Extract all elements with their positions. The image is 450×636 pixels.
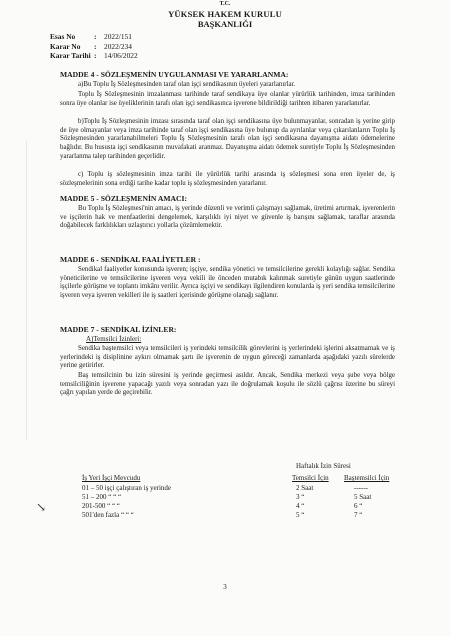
- madde4-para-c: c) Toplu iş sözleşmesinin imza tarihi ile yürürlük tarihi arasında iş sözleşmesi sona eren üyeler de, iş sözleşmelerinin sona erdiği tarihe kadar toplu iş sözleşmesinden yararlanır.: [60, 171, 395, 187]
- table-weekly-header: Haftalık İzin Süresi: [296, 462, 351, 470]
- tarih-colon: :: [94, 51, 97, 61]
- row3-a: 201-500 “ “ “: [82, 502, 120, 510]
- row4-c: 7 “: [354, 511, 363, 519]
- madde6-para: Sendikal faaliyetler konusunda işveren; işçiye, sendika yönetici ve temsilcilerine gerekli kolaylığı sağlar. Sendika yöneticilerine ve temsilcilerine işveren veya vekili ile önceden mutabık kalınmak suretiyle günün uygun saatlerinde işçilerle görüşme ve toplantı imkânı verilir. Ayrıca işçiyi ve sendikayı ilgilendiren konularda iş yeri sendika temsilcilerine işveren veya işveren vekilleri ile iş saatleri içerisinde görüşme olanağı sağlanır.: [60, 266, 396, 300]
- tarih-row: [50, 51, 138, 61]
- karar-colon: :: [94, 41, 97, 51]
- tarih-label: Karar Tarihi: [50, 51, 91, 61]
- madde7-title: MADDE 7 - SENDİKAL İZİNLER:: [60, 325, 177, 334]
- esas-value: 2022/151: [104, 32, 132, 41]
- karar-label: Karar No: [50, 41, 81, 51]
- page-number: 3: [223, 583, 227, 591]
- row3-c: 6 “: [354, 502, 363, 510]
- madde5-title: MADDE 5 - SÖZLEŞMENİN AMACI:: [60, 194, 187, 203]
- row1-a: 01 – 50 işçi çalıştıran iş yerinde: [82, 484, 172, 492]
- scan-shadow: [26, 140, 27, 440]
- col-c-header: Baştemsilci İçin: [344, 474, 390, 482]
- row1-b: 2 Saat: [296, 484, 314, 492]
- madde4-para-a: a)Bu Toplu İş Sözleşmesinden taraf olan işçi sendikasının üyeleri yararlanırlar.: [78, 81, 296, 88]
- case-meta: [50, 32, 138, 61]
- madde7-para-2: Baş temsilcinin bu izin süresini iş yerinde geçirmesi asıldır. Ancak, Sendika merkezi veya şube veya bölge temsilciliğinin işverene yapacağı yazılı veya sonradan yazı ile doğrulamak koşulu ile sözlü çağrısı üzerine bu süreyi çağrı yapılan yerde de geçirebilir.: [60, 372, 395, 397]
- karar-value: 2022/234: [104, 41, 132, 51]
- row4-b: 5 “: [296, 511, 305, 519]
- header-institution: YÜKSEK HAKEM KURULU: [168, 9, 282, 19]
- col-b-header: Temsilci İçin: [292, 474, 329, 482]
- tarih-value: 14/06/2022: [104, 51, 138, 61]
- madde4-para-a2: Toplu İş Sözleşmesinin imzalanması tarihinde taraf sendikaya üye olanlar yürürlük tarihinden, imza tarihinden sonra üye olanlar ise üyeliklerinin tarafı olan işçi sendikasınca işverene bildirildiği tarihten itibaren yararlanırlar.: [60, 91, 395, 107]
- row4-a: 501'den fazla “ “ “: [82, 511, 134, 519]
- row2-c: 5 Saat: [354, 493, 372, 501]
- temsilci-izinleri-heading: A)Temsilci İzinleri:: [86, 335, 142, 343]
- madde6-title: MADDE 6 - SENDİKAL FAALİYETLER :: [60, 255, 201, 264]
- row3-b: 4 “: [296, 502, 305, 510]
- madde7-para-1: Sendika baştemsilci veya temsilcileri iş yerindeki temsilcilik görevlerini iş yerlerindeki işlerini aksatmamak ve iş yerlerindeki iş disiplinine aykırı olmamak şartı ile işverenin de uygun göreceği zamanlarda aşağıdaki yazılı sürelerde yerine getirirler.: [60, 345, 395, 370]
- header-department: BAŞKANLIĞI: [197, 19, 253, 29]
- row2-b: 3 “: [296, 493, 305, 501]
- madde4-title: MADDE 4 - SÖZLEŞMENİN UYGULANMASI VE YARARLANMA:: [60, 70, 289, 79]
- margin-mark: ↘: [36, 500, 47, 514]
- esas-colon: :: [94, 32, 97, 41]
- col-a-header: İş Yeri İşçi Mevcudu: [82, 474, 141, 482]
- madde5-para: Bu Toplu İş Sözleşmesi'nin amacı, iş yerinde düzenli ve verimli çalışmayı sağlamak, üretimi artırmak, işverenlerin ve işçilerin hak ve menfaatlerini dengelemek, karşılıklı iyi niyet ve güvenle iş barışını sağlamak, taraflar arasında doğabilecek farklılıkları uzlaştırıcı yollarla çözümlemektir.: [60, 205, 395, 230]
- esas-row: [50, 32, 138, 42]
- row1-c: ------: [354, 484, 368, 492]
- header-tc: T.C.: [219, 1, 231, 7]
- row2-a: 51 – 200 “ “ “: [82, 493, 122, 501]
- esas-label: Esas No: [50, 32, 76, 41]
- karar-row: [50, 42, 138, 52]
- madde4-para-b: b)Toplu İş Sözleşmesinin imzası sırasında taraf olan işçi sendikasına üye bulunmayanlar, sonradan iş yerine girip de üye olmayanlar veya imza tarihinde taraf olan işçi sendikasına üye bulunup da ayrılanlar veya çıkarılanların Toplu İş Sözleşmesinden yararlanabilmeleri Toplu İş Sözleşmesinin tarafı olan işçi sendikasına dayanışma aidatı ödemelerine bağlıdır. Bu hususta işçi sendikasının muvafakati aranmaz. Dayanışma aidatı ödemek suretiyle Toplu İş Sözleşmesinden yararlanma talep tarihinden geçerlidir.: [60, 118, 395, 160]
